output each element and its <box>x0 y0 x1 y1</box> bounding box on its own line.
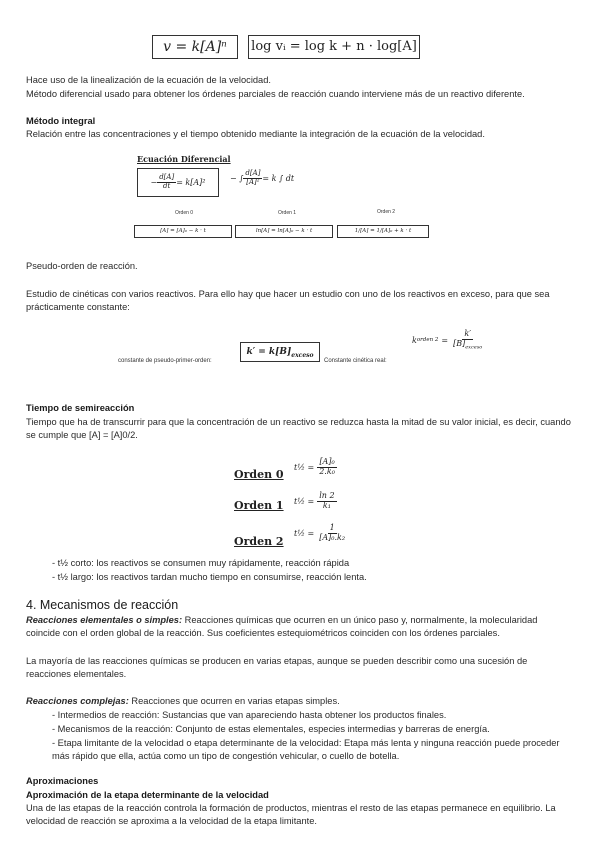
elementary-reactions-text: Reacciones químicas que ocurren en un único paso y, normalmente, la molecularidad coincide con el orden global de la reacción. Sus coeficientes estequiométricos coinciden con los órdenes parciales. <box>26 615 538 639</box>
k-real-den-sub: exceso <box>465 344 483 351</box>
order1-label: Orden 1 <box>278 210 297 216</box>
diff-eq-box: − $\frac{d[A]}{dt}$ = k[A]² <box>137 168 219 197</box>
k-real-formula: k orden 2 = $\frac{k'}{[B]_{exceso}}$ <box>412 329 483 351</box>
top-equations-figure <box>140 27 438 67</box>
pseudo-title: Pseudo-orden de reacción. <box>26 261 138 271</box>
half-life-order0-label: Orden 0 <box>234 468 284 481</box>
pseudo-label-left: constante de pseudo-primer-orden: <box>118 358 212 364</box>
k-real-lhs: k <box>412 335 417 345</box>
integral-eq-num: d[A] <box>245 169 261 177</box>
mechanisms-heading: 4. Mecanismos de reacción <box>26 598 179 612</box>
t-half-2: t½ = <box>294 528 315 538</box>
log-equation: log vᵢ = log k + n · log[A] <box>251 39 417 54</box>
approx-subtitle: Aproximación de la etapa determinante de la velocidad <box>26 790 269 800</box>
integral-figure <box>120 147 430 243</box>
mechanism-bullet-limiting-step: - Etapa limitante de la velocidad o etapa determinante de la velocidad: Etapa más lenta y ninguna reacción puede proceder más rápido que ella, actúa como un tipo de congestión vehicular, o cuello de botella. <box>52 738 560 762</box>
rate-equation: v = k[A]ⁿ <box>163 39 227 55</box>
half-life-bullet-long: - t½ largo: los reactivos tardan mucho tiempo en consumirse, reacción lenta. <box>52 572 367 582</box>
integral-eq-rhs: = k ∫ dt <box>262 173 295 183</box>
diff-eq-den: dt <box>163 182 171 190</box>
pseudo-label-right: Constante cinética real: <box>324 358 387 364</box>
diff-eq-rhs: = k[A]² <box>176 178 206 187</box>
order0-eq: [A] = [A]₀ − k · t <box>134 225 232 238</box>
para-linearization: Hace uso de la linealización de la ecuación de la velocidad. <box>26 75 271 85</box>
rate-equation-box <box>152 35 238 59</box>
order1-eq: ln[A] = ln[A]₀ − k · t <box>235 225 333 238</box>
para-differential: Método diferencial usado para obtener los órdenes parciales de reacción cuando interviene más de un reactivo diferente. <box>26 89 525 99</box>
half-life-order2-den: [A]₀.k₂ <box>319 532 346 542</box>
k-real-den: [B] <box>453 338 466 348</box>
half-life-order1-formula <box>294 492 337 511</box>
elementary-reactions-label: Reacciones elementales o simples: <box>26 615 183 625</box>
integral-eq: − ∫ $\frac{d[A]}{\text{[A]²}}$ = k ∫ dt <box>230 169 295 186</box>
pseudo-formula-box <box>240 342 320 362</box>
semi-text: Tiempo que ha de transcurrir para que la concentración de un reactivo se reduzca hasta la mitad de su valor inicial, es decir, cuando se cumple que [A] = [A]0/2. <box>26 417 571 441</box>
half-life-order0-den: 2.k₀ <box>319 466 335 476</box>
complex-reactions-text: Reacciones que ocurren en varias etapas simples. <box>128 696 340 706</box>
half-life-order0-num: [A]₀ <box>319 457 335 466</box>
half-life-order2-label: Orden 2 <box>234 535 284 548</box>
order2-eq: 1/[A] = 1/[A]₀ + k · t <box>337 225 429 238</box>
approx-text: Una de las etapas de la reacción controla la formación de productos, mientras el resto de las etapas permanece en equilibrio. La velocidad de reacción se aproxima a la velocidad de la etapa limitante. <box>26 803 556 827</box>
pseudo-text: Estudio de cinéticas con varios reactivos. Para ello hay que hacer un estudio con uno de los reactivos en exceso, para que sea prácticamente constante: <box>26 289 550 313</box>
order2-label: Orden 2 <box>377 209 396 215</box>
integral-title: Método integral <box>26 116 96 126</box>
t-half-1: t½ = <box>294 496 315 506</box>
pseudo-formula-sub: exceso <box>291 351 314 359</box>
majority-reactions-para: La mayoría de las reacciones químicas se producen en varias etapas, aunque se pueden describir como una sucesión de reacciones elementales. <box>26 656 528 680</box>
mechanism-bullet-intermediates: - Intermedios de reacción: Sustancias que van apareciendo hasta obtener los productos finales. <box>52 710 447 720</box>
half-life-order0-formula <box>294 458 337 477</box>
half-life-order1-label: Orden 1 <box>234 499 284 512</box>
half-life-order2-formula <box>294 524 347 543</box>
order0-label: Orden 0 <box>175 210 194 216</box>
integral-text: Relación entre las concentraciones y el tiempo obtenido mediante la integración de la ecuación de la velocidad. <box>26 129 485 139</box>
approx-title: Aproximaciones <box>26 776 99 786</box>
complex-reactions-label: Reacciones complejas: <box>26 696 129 706</box>
complex-reactions-para <box>26 695 574 708</box>
log-equation-box <box>248 35 420 59</box>
half-life-order1-num: ln 2 <box>319 491 335 500</box>
half-life-figure <box>228 450 374 558</box>
half-life-bullet-short: - t½ corto: los reactivos se consumen muy rápidamente, reacción rápida <box>52 558 350 568</box>
elementary-reactions-para <box>26 614 574 641</box>
half-life-order2-num: 1 <box>329 523 335 532</box>
k-real-num: k′ <box>464 329 472 338</box>
semi-title: Tiempo de semireacción <box>26 403 135 413</box>
k-real-sub: orden 2 <box>416 337 439 344</box>
pseudo-figure <box>110 324 510 372</box>
t-half-0: t½ = <box>294 462 315 472</box>
diff-eq-num: d[A] <box>159 173 175 182</box>
half-life-order1-den: k₁ <box>322 500 331 510</box>
mechanism-bullet-mechanisms: - Mecanismos de la reacción: Conjunto de estas elementales, especies intermedias y barreras de energía. <box>52 724 490 734</box>
diff-eq-header: Ecuación Diferencial <box>137 154 231 164</box>
pseudo-formula: k′ = k[B] <box>246 347 292 357</box>
integral-eq-den: [A]² <box>246 177 260 186</box>
